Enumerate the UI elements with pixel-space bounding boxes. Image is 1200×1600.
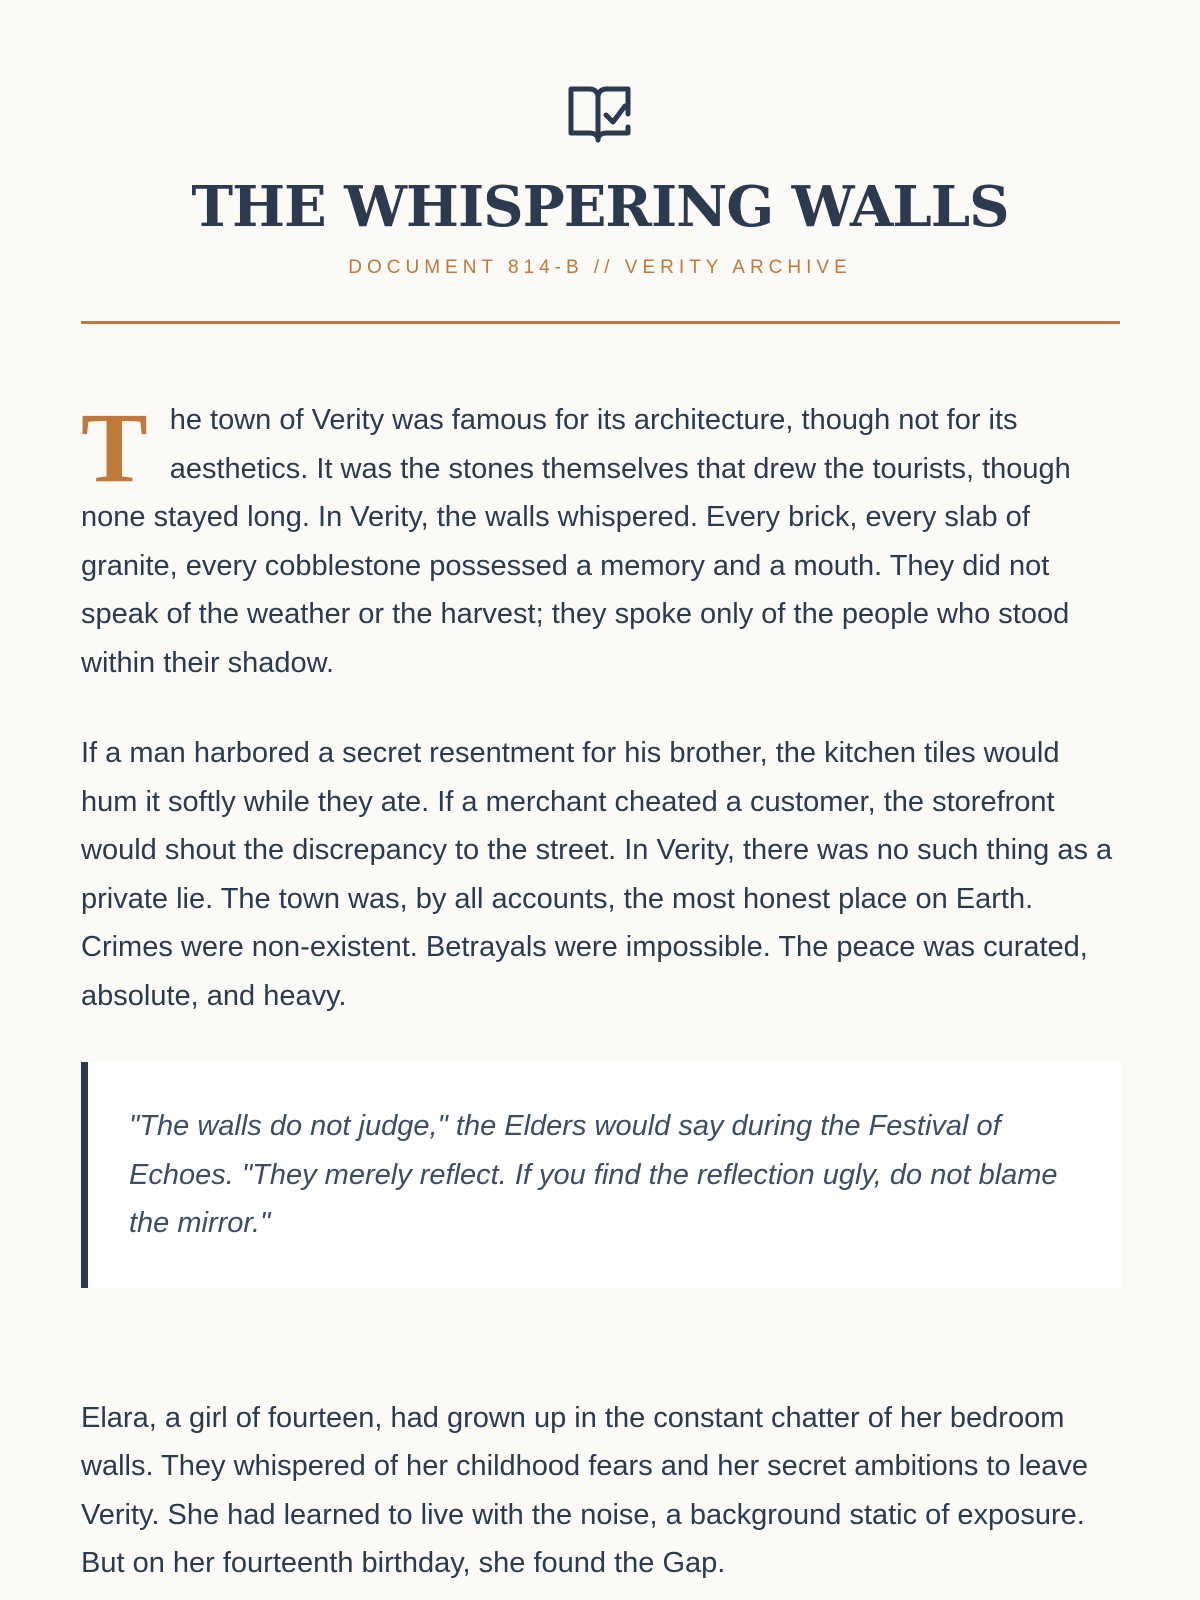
header-divider [81, 321, 1120, 324]
paragraph-3: Elara, a girl of fourteen, had grown up in the constant chatter of her bedroom walls. They whispered of her childhood fears and her secret ambitions to leave Verity. She had learned to live with the noise, a background static of exposure. But on her fourteenth birthday, she found the Gap. [81, 1401, 1088, 1579]
document-body [81, 392, 1121, 1600]
blockquote: "The walls do not judge," the Elders would say during the Festival of Echoes. "They merely reflect. If you find the reflection ugly, do not blame the mirror." [81, 1062, 1121, 1288]
book-check-icon [568, 84, 632, 144]
document-title: THE WHISPERING WALLS [191, 174, 1009, 240]
paragraph-2: If a man harbored a secret resentment for his brother, the kitchen tiles would hum it softly while they ate. If a merchant cheated a customer, the storefront would shout the discrepancy to the street. In Verity, there was no such thing as a private lie. The town was, by all accounts, the most honest place on Earth. Crimes were non-existent. Betrayals were impossible. The peace was curated, absolute, and heavy. [81, 737, 1113, 1012]
paragraph-1-text: he town of Verity was famous for its architecture, though not for its aesthetics. It was the stones themselves that drew the tourists, though none stayed long. In Verity, the walls whispered. Every brick, every slab of granite, every cobblestone possessed a memory and a mouth. They did not speak of the weather or the harvest; they spoke only of the people who stood within their shadow. [81, 404, 1071, 679]
document-subtitle: DOCUMENT 814-B // VERITY ARCHIVE [348, 257, 852, 278]
paragraph-1 [81, 392, 1121, 687]
drop-cap: T [81, 392, 148, 503]
